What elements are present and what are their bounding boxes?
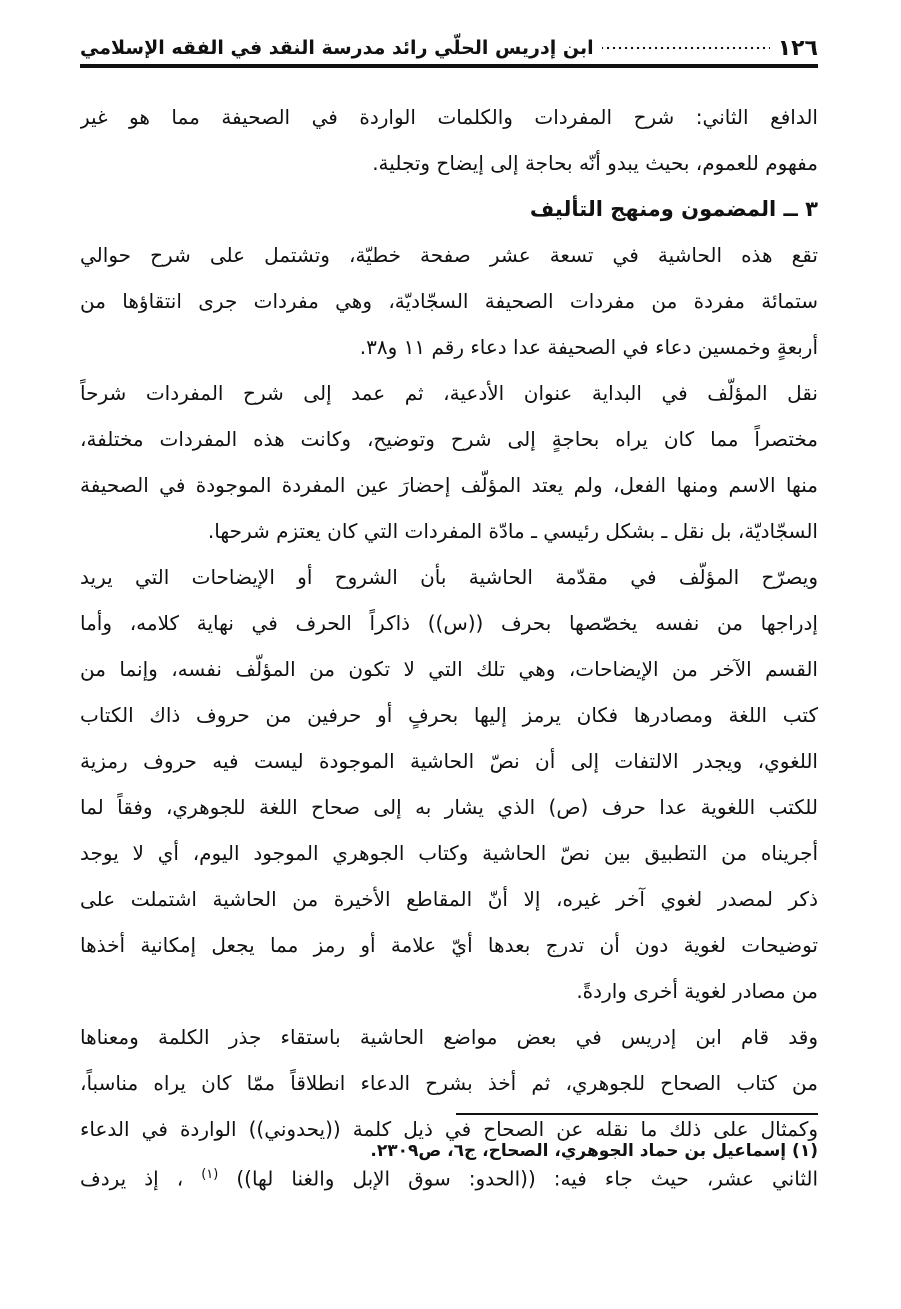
footnote-separator bbox=[456, 1113, 818, 1115]
text-line: توضيحات لغوية دون أن تدرج بعدها أيّ علامة أو رمز مما يجعل إمكانية أخذها bbox=[80, 933, 818, 957]
text-line: أربعةٍ وخمسين دعاء في الصحيفة عدا دعاء رقم ١١ و٣٨. bbox=[359, 335, 818, 359]
text-line: منها الاسم ومنها الفعل، ولم يعتد المؤلّف إحضارَ عين المفردة الموجودة في الصحيفة bbox=[80, 473, 818, 497]
text-line: أجريناه من التطبيق بين نصّ الحاشية وكتاب الجوهري الموجود اليوم، أي لا يوجد bbox=[80, 841, 818, 865]
header-rule bbox=[80, 64, 818, 68]
text-line: ستمائة مفردة من مفردات الصحيفة السجّاديّة، وهي مفردات جرى انتقاؤها من bbox=[80, 289, 818, 313]
text-line: القسم الآخر من الإيضاحات، وهي تلك التي لا تكون من المؤلّف نفسه، وإنما من bbox=[80, 657, 818, 681]
main-text bbox=[80, 94, 818, 1198]
text-line: إدراجها من نفسه يخصّصها بحرف ((س)) ذاكراً الحرف في نهاية كلامه، وأما bbox=[80, 611, 818, 635]
text-line: مختصراً مما كان يراه بحاجةٍ إلى شرح وتوضيح، وكانت هذه المفردات مختلفة، bbox=[80, 427, 818, 451]
footnote: (١) إسماعيل بن حماد الجوهري، الصحاح، ج٦، ص٢٣٠٩. bbox=[370, 1141, 818, 1161]
text-line: تقع هذه الحاشية في تسعة عشر صفحة خطيّة، وتشتمل على شرح حوالي bbox=[80, 243, 818, 267]
text-line: اللغوي، ويجدر الالتفات إلى أن نصّ الحاشية الموجودة ليست فيه حروف رمزية bbox=[80, 749, 818, 773]
text-line: وقد قام ابن إدريس في بعض مواضع الحاشية باستقاء جذر الكلمة ومعناها bbox=[80, 1025, 818, 1049]
page-number: ١٢٦ bbox=[777, 35, 818, 61]
text-line: الدافع الثاني: شرح المفردات والكلمات الواردة في الصحيفة مما هو غير bbox=[80, 105, 818, 129]
running-title: ابن إدريس الحلّي رائد مدرسة النقد في الفقه الإسلامي bbox=[80, 37, 594, 59]
text-line: من مصادر لغوية أخرى واردةً. bbox=[576, 979, 818, 1003]
text-line: من كتاب الصحاح للجوهري، ثم أخذ بشرح الدعاء انطلاقاً ممّا كان يراه مناسباً، bbox=[80, 1071, 818, 1095]
text-line: للكتب اللغوية عدا حرف (ص) الذي يشار به إلى صحاح اللغة للجوهري، وفقاً لما bbox=[80, 795, 818, 819]
text-line: وكمثال على ذلك ما نقله عن الصحاح في ذيل كلمة ((يحدوني)) الواردة في الدعاء bbox=[80, 1117, 818, 1141]
page-header bbox=[80, 28, 818, 68]
continuation-segment: ، إذ يردف bbox=[80, 1166, 184, 1191]
section-heading: ٣ ــ المضمون ومنهج التأليف bbox=[529, 197, 818, 221]
text-line: السجّاديّة، بل نقل ـ بشكل رئيسي ـ مادّة المفردات التي كان يعتزم شرحها. bbox=[207, 519, 818, 543]
quote-segment: الثاني عشر، حيث جاء فيه: ((الحدو: سوق الإبل والغنا لها)) bbox=[236, 1166, 818, 1191]
text-line: ويصرّح المؤلّف في مقدّمة الحاشية بأن الشروح أو الإيضاحات التي يريد bbox=[80, 565, 818, 589]
leader-dots bbox=[602, 38, 770, 58]
text-line: نقل المؤلّف في البداية عنوان الأدعية، ثم عمد إلى شرح المفردات شرحاً bbox=[80, 381, 818, 405]
text-line: مفهوم للعموم، بحيث يبدو أنّه بحاجة إلى إيضاح وتجلية. bbox=[372, 151, 818, 175]
text-line: ذكر لمصدر لغوي آخر غيره، إلا أنّ المقاطع الأخيرة من الحاشية اشتملت على bbox=[80, 887, 818, 911]
footnote-marker[interactable]: (١) bbox=[201, 1167, 219, 1182]
text-line: كتب اللغة ومصادرها فكان يرمز إليها بحرفٍ أو حرفين من حروف ذاك الكتاب bbox=[80, 703, 818, 727]
